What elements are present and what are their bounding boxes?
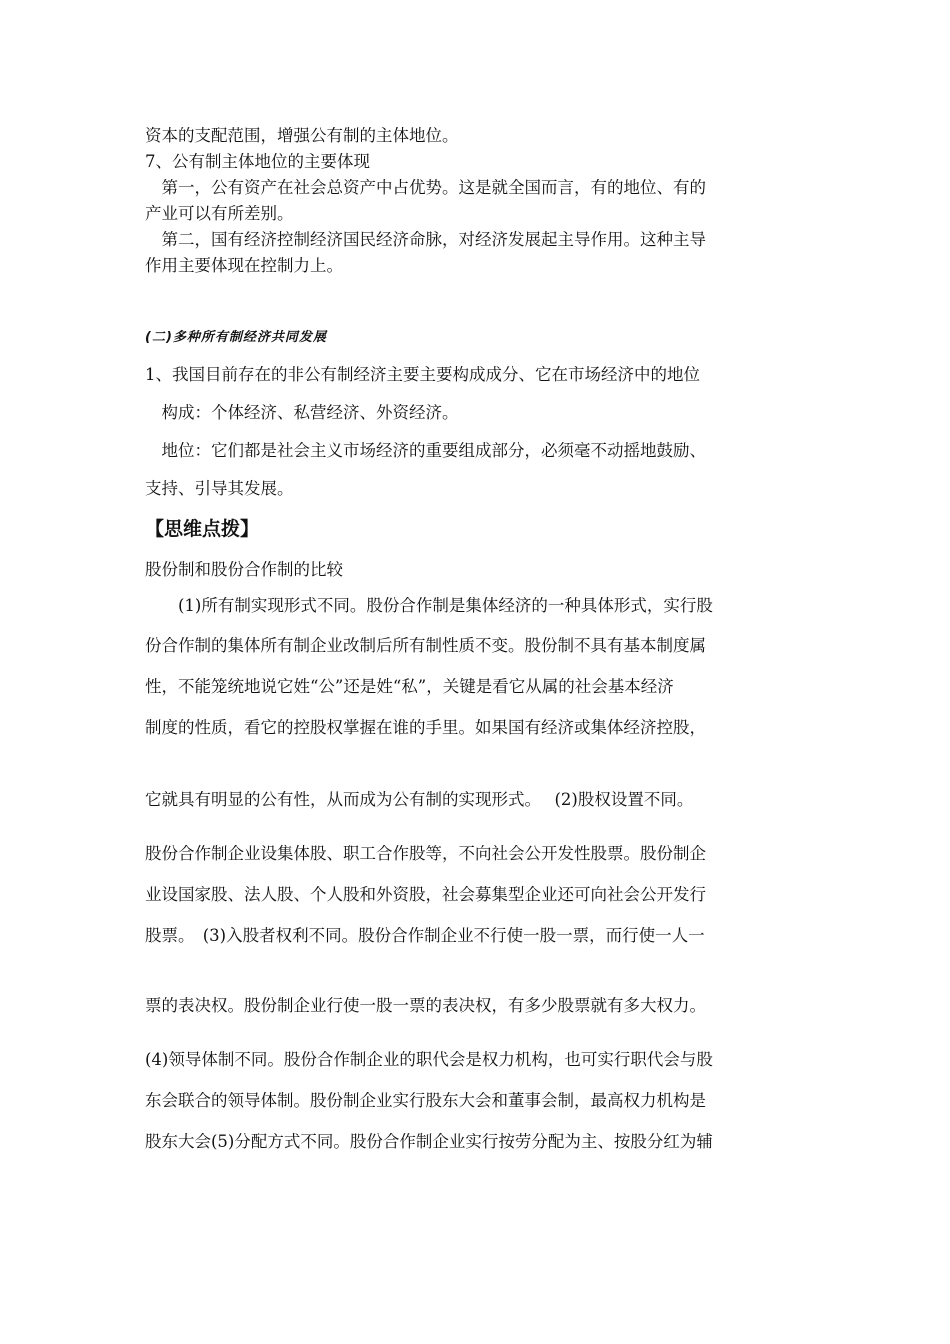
section-title: (二)多种所有制经济共同发展 [145,330,327,345]
text-line: 支持、引导其发展。 [145,479,294,498]
paragraph-line: 股东大会(5)分配方式不同。股份合作制企业实行按劳分配为主、按股分红为辅 [145,1132,713,1151]
text-line: 作用主要体现在控制力上。 [145,256,343,275]
paragraph-line: 东会联合的领导体制。股份制企业实行股东大会和董事会制，最高权力机构是 [145,1091,706,1110]
text-line: 产业可以有所差别。 [145,204,294,223]
paragraph-line: 票的表决权。股份制企业行使一股一票的表决权，有多少股票就有多大权力。 [145,996,706,1015]
list-item-7: 7、公有制主体地位的主要体现 [145,152,370,171]
text-line: 第二，国有经济控制经济国民经济命脉，对经济发展起主导作用。这种主导 [145,230,706,249]
paragraph-line: (1)所有制实现形式不同。股份合作制是集体经济的一种具体形式，实行股 [145,596,713,615]
text-line: 地位：它们都是社会主义市场经济的重要组成部分，必须毫不动摇地鼓励、 [145,441,706,460]
list-item-1: 1、我国目前存在的非公有制经济主要主要构成成分、它在市场经济中的地位 [145,365,700,384]
paragraph-line: 制度的性质，看它的控股权掌握在谁的手里。如果国有经济或集体经济控股， [145,718,706,737]
text-line: 构成：个体经济、私营经济、外资经济。 [145,403,459,422]
paragraph-line: 性，不能笼统地说它姓“公”还是姓“私”，关键是看它从属的社会基本经济 [145,677,674,696]
text-line: 第一，公有资产在社会总资产中占优势。这是就全国而言，有的地位、有的 [145,178,706,197]
paragraph-line: (4)领导体制不同。股份合作制企业的职代会是权力机构，也可实行职代会与股 [145,1050,713,1069]
paragraph-line: 股份合作制企业设集体股、职工合作股等，不向社会公开发性股票。股份制企 [145,844,706,863]
paragraph-line: 份合作制的集体所有制企业改制后所有制性质不变。股份制不具有基本制度属 [145,636,706,655]
comparison-subheading: 股份制和股份合作制的比较 [145,560,343,579]
thinking-heading: 【思维点拨】 [145,518,260,540]
paragraph-line: 业设国家股、法人股、个人股和外资股，社会募集型企业还可向社会公开发行 [145,885,706,904]
paragraph-line: 股票。 (3)入股者权利不同。股份合作制企业不行使一股一票，而行使一人一 [145,926,705,945]
paragraph-line: 它就具有明显的公有性，从而成为公有制的实现形式。 (2)股权设置不同。 [145,790,694,809]
text-line: 资本的支配范围，增强公有制的主体地位。 [145,126,459,145]
